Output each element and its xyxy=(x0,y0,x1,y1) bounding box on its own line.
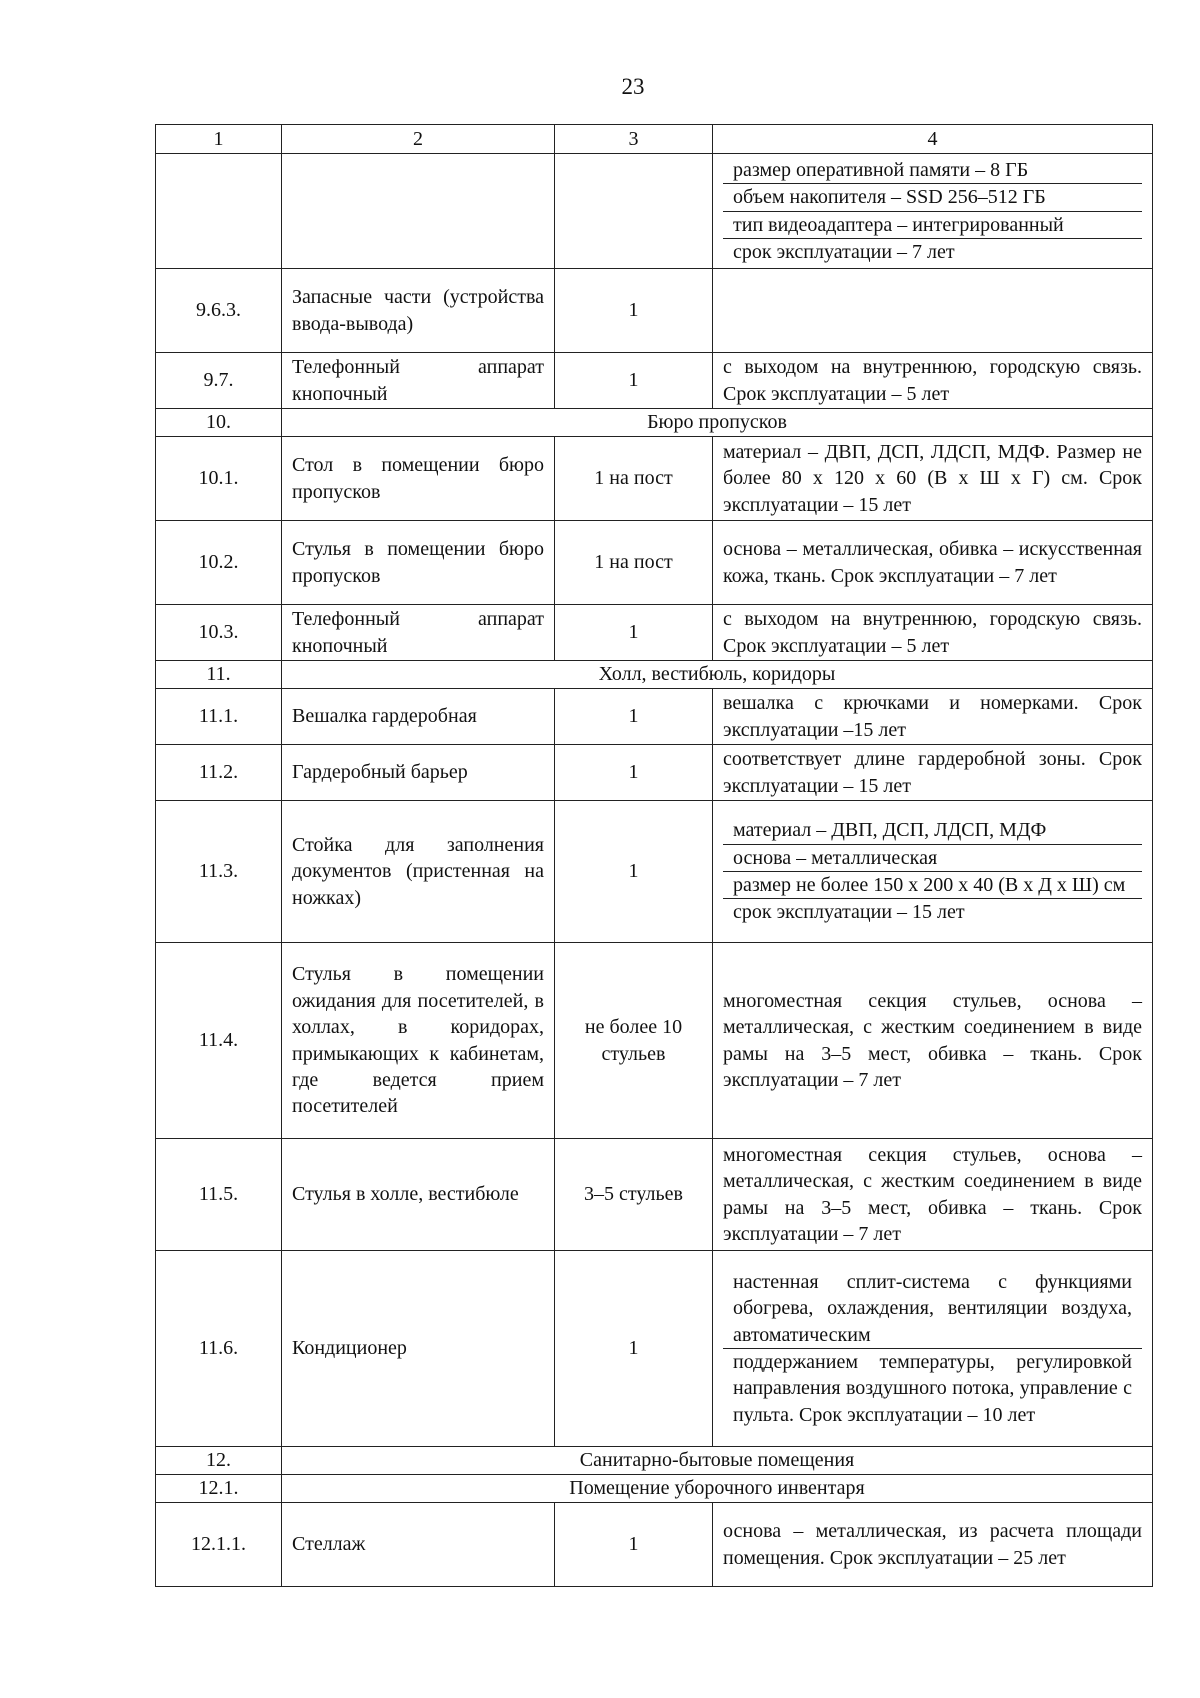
row-quantity: 1 xyxy=(555,745,713,801)
row-description: вешалка с крючками и номерками. Срок эксплуатации –15 лет xyxy=(713,689,1153,745)
row-description: с выходом на внутреннюю, городскую связь. Срок эксплуатации – 5 лет xyxy=(713,605,1153,661)
row-description xyxy=(713,269,1153,353)
row-name: Телефонный аппарат кнопочный xyxy=(282,353,555,409)
table-row xyxy=(156,269,1153,353)
section-row xyxy=(156,1475,1153,1503)
row-quantity: не более 10 стульев xyxy=(555,943,713,1139)
row-name: Запасные части (устройства ввода-вывода) xyxy=(282,269,555,353)
spec-line: настенная сплит-система с функциями обогрева, охлаждения, вентиляции воздуха, автоматическим xyxy=(723,1269,1142,1349)
row-number: 11.1. xyxy=(156,689,282,745)
column-header-4: 4 xyxy=(713,125,1153,154)
row-quantity xyxy=(555,154,713,269)
row-number: 10.2. xyxy=(156,521,282,605)
section-title: Помещение уборочного инвентаря xyxy=(282,1475,1153,1503)
row-name: Стулья в помещении ожидания для посетителей, в холлах, в коридорах, примыкающих к кабинетам, где ведется прием посетителей xyxy=(282,943,555,1139)
column-header-1: 1 xyxy=(156,125,282,154)
section-title: Бюро пропусков xyxy=(282,409,1153,437)
row-quantity: 1 xyxy=(555,801,713,943)
row-quantity: 1 xyxy=(555,689,713,745)
row-number: 12.1.1. xyxy=(156,1503,282,1587)
spec-line: объем накопителя – SSD 256–512 ГБ xyxy=(723,184,1142,211)
table-row xyxy=(156,689,1153,745)
row-number: 11.6. xyxy=(156,1251,282,1447)
column-header-3: 3 xyxy=(555,125,713,154)
row-description: многоместная секция стульев, основа – металлическая, с жестким соединением в виде рамы на 3–5 мест, обивка – ткань. Срок эксплуатации – 7 лет xyxy=(713,1139,1153,1251)
table-row xyxy=(156,745,1153,801)
row-number: 9.7. xyxy=(156,353,282,409)
row-quantity: 1 на пост xyxy=(555,521,713,605)
spec-line: материал – ДВП, ДСП, ЛДСП, МДФ xyxy=(723,817,1142,844)
table-row xyxy=(156,1251,1153,1447)
row-name xyxy=(282,154,555,269)
row-description: основа – металлическая, из расчета площади помещения. Срок эксплуатации – 25 лет xyxy=(713,1503,1153,1587)
row-name: Стеллаж xyxy=(282,1503,555,1587)
row-number: 9.6.3. xyxy=(156,269,282,353)
row-description: с выходом на внутреннюю, городскую связь. Срок эксплуатации – 5 лет xyxy=(713,353,1153,409)
row-quantity: 1 xyxy=(555,1251,713,1447)
spec-line: поддержанием температуры, регулировкой направления воздушного потока, управление с пульта. Срок эксплуатации – 10 лет xyxy=(733,1351,1132,1426)
table-row xyxy=(156,943,1153,1139)
row-name: Стулья в холле, вестибюле xyxy=(282,1139,555,1251)
row-name: Стол в помещении бюро пропусков xyxy=(282,437,555,521)
row-description: основа – металлическая, обивка – искусственная кожа, ткань. Срок эксплуатации – 7 лет xyxy=(713,521,1153,605)
row-quantity: 3–5 стульев xyxy=(555,1139,713,1251)
row-number: 11.2. xyxy=(156,745,282,801)
section-title: Холл, вестибюль, коридоры xyxy=(282,661,1153,689)
spec-line: размер оперативной памяти – 8 ГБ xyxy=(723,157,1142,184)
spec-line: срок эксплуатации – 7 лет xyxy=(733,240,955,263)
row-name: Вешалка гардеробная xyxy=(282,689,555,745)
row-name: Стулья в помещении бюро пропусков xyxy=(282,521,555,605)
section-number: 12.1. xyxy=(156,1475,282,1503)
row-description: соответствует длине гардеробной зоны. Срок эксплуатации – 15 лет xyxy=(713,745,1153,801)
section-row xyxy=(156,661,1153,689)
equipment-table xyxy=(155,124,1153,1587)
section-row xyxy=(156,1447,1153,1475)
table-row xyxy=(156,353,1153,409)
table-row xyxy=(156,801,1153,943)
row-number xyxy=(156,154,282,269)
column-header-2: 2 xyxy=(282,125,555,154)
table-row xyxy=(156,521,1153,605)
row-description xyxy=(713,154,1153,269)
row-quantity: 1 на пост xyxy=(555,437,713,521)
section-number: 11. xyxy=(156,661,282,689)
table-row xyxy=(156,1139,1153,1251)
row-number: 10.1. xyxy=(156,437,282,521)
section-row xyxy=(156,409,1153,437)
spec-line: основа – металлическая xyxy=(723,845,1142,872)
row-quantity: 1 xyxy=(555,605,713,661)
row-name: Гардеробный барьер xyxy=(282,745,555,801)
row-quantity: 1 xyxy=(555,353,713,409)
spec-line: размер не более 150 x 200 x 40 (В x Д x Ш) см xyxy=(723,872,1142,899)
row-description xyxy=(713,1251,1153,1447)
row-number: 10.3. xyxy=(156,605,282,661)
row-description: материал – ДВП, ДСП, ЛДСП, МДФ. Размер не более 80 x 120 x 60 (В x Ш x Г) см. Срок эксплуатации – 15 лет xyxy=(713,437,1153,521)
table-row xyxy=(156,605,1153,661)
row-name: Стойка для заполнения документов (пристенная на ножках) xyxy=(282,801,555,943)
table-row xyxy=(156,154,1153,269)
spec-line: срок эксплуатации – 15 лет xyxy=(733,901,965,924)
table-row xyxy=(156,437,1153,521)
row-number: 11.3. xyxy=(156,801,282,943)
section-number: 10. xyxy=(156,409,282,437)
row-number: 11.4. xyxy=(156,943,282,1139)
row-name: Телефонный аппарат кнопочный xyxy=(282,605,555,661)
section-title: Санитарно-бытовые помещения xyxy=(282,1447,1153,1475)
table-header-row xyxy=(156,125,1153,154)
spec-line: тип видеоадаптера – интегрированный xyxy=(723,212,1142,239)
table-row xyxy=(156,1503,1153,1587)
row-number: 11.5. xyxy=(156,1139,282,1251)
row-quantity: 1 xyxy=(555,269,713,353)
page-number: 23 xyxy=(621,74,645,99)
row-name: Кондиционер xyxy=(282,1251,555,1447)
row-quantity: 1 xyxy=(555,1503,713,1587)
row-description: многоместная секция стульев, основа – металлическая, с жестким соединением в виде рамы на 3–5 мест, обивка – ткань. Срок эксплуатации – 7 лет xyxy=(713,943,1153,1139)
row-description xyxy=(713,801,1153,943)
section-number: 12. xyxy=(156,1447,282,1475)
